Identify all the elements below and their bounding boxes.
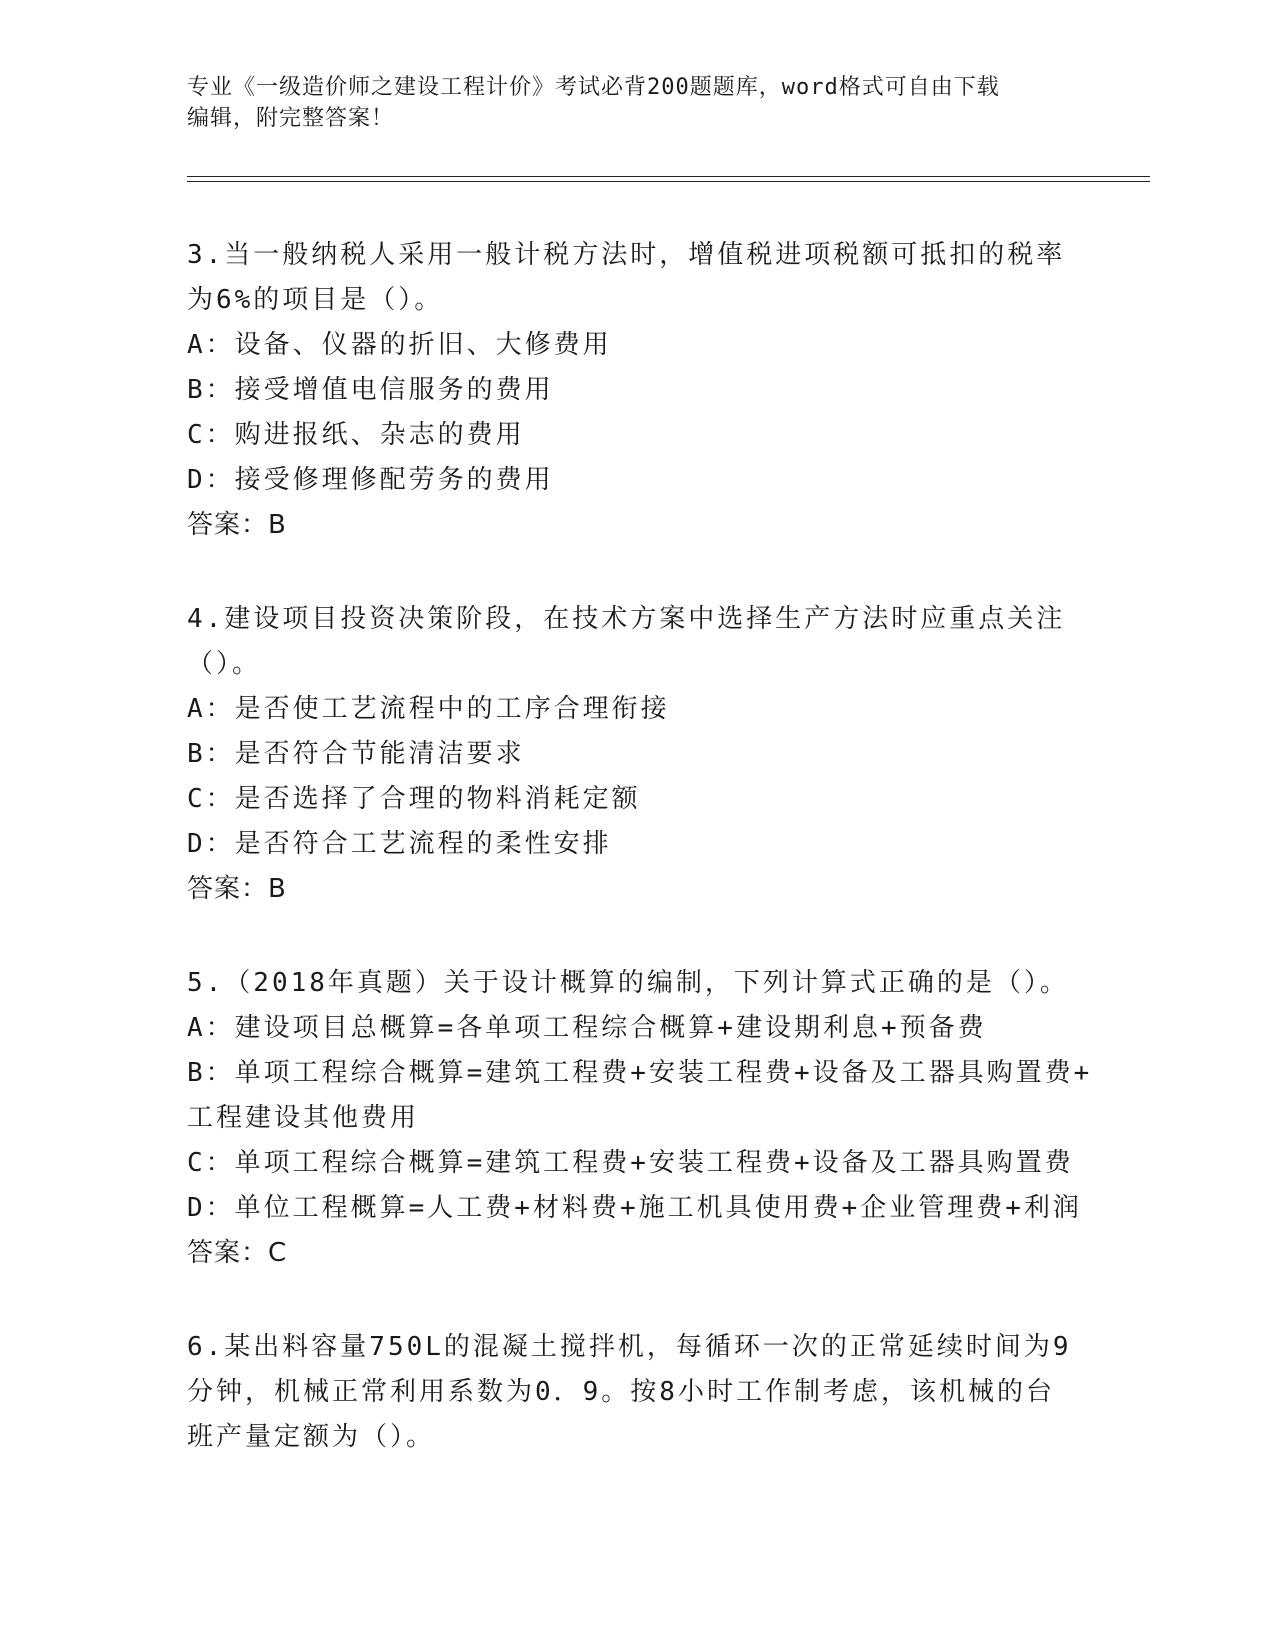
question-text: 6.某出料容量750L的混凝土搅拌机，每循环一次的正常延续时间为9 [187,1332,1072,1362]
header-divider-top [187,176,1150,177]
option-b: B：接受增值电信服务的费用 [187,375,554,405]
question-6 [187,1325,1087,1460]
header-divider-bottom [187,181,1150,182]
option-c: C：单项工程综合概算=建筑工程费+安装工程费+设备及工器具购置费 [187,1148,1074,1178]
option-c: C：是否选择了合理的物料消耗定额 [187,784,641,814]
question-text: 班产量定额为（）。 [187,1422,436,1452]
answer-label: 答案：C [187,1238,288,1268]
header-line-1: 专业《一级造价师之建设工程计价》考试必背200题题库，word格式可自由下载 [187,75,1000,100]
answer-label: 答案：B [187,510,287,540]
question-text: 4.建设项目投资决策阶段，在技术方案中选择生产方法时应重点关注 [187,604,1066,634]
question-text: 3.当一般纳税人采用一般计税方法时，增值税进项税额可抵扣的税率 [187,240,1066,270]
option-c: C：购进报纸、杂志的费用 [187,420,525,450]
option-a: A：是否使工艺流程中的工序合理衔接 [187,694,670,724]
option-b: B：单项工程综合概算=建筑工程费+安装工程费+设备及工器具购置费+ [187,1058,1093,1088]
document-header [187,72,1067,134]
option-d: D：单位工程概算=人工费+材料费+施工机具使用费+企业管理费+利润 [187,1193,1082,1223]
question-3 [187,233,1087,548]
header-line-2: 编辑，附完整答案！ [187,106,395,131]
question-text: 5.（2018年真题）关于设计概算的编制，下列计算式正确的是（）。 [187,968,1069,998]
option-a: A：建设项目总概算=各单项工程综合概算+建设期利息+预备费 [187,1013,987,1043]
option-d: D：接受修理修配劳务的费用 [187,465,554,495]
question-text: 为6%的项目是（）。 [187,285,444,315]
option-a: A：设备、仪器的折旧、大修费用 [187,330,612,360]
option-b: B：是否符合节能清洁要求 [187,739,525,769]
question-text: 分钟，机械正常利用系数为0．9。按8小时工作制考虑，该机械的台 [187,1377,1055,1407]
question-5 [187,961,1093,1276]
option-b-continued: 工程建设其他费用 [187,1103,420,1133]
question-4 [187,597,1087,912]
answer-label: 答案：B [187,874,287,904]
question-text: （）。 [187,649,262,679]
option-d: D：是否符合工艺流程的柔性安排 [187,829,612,859]
